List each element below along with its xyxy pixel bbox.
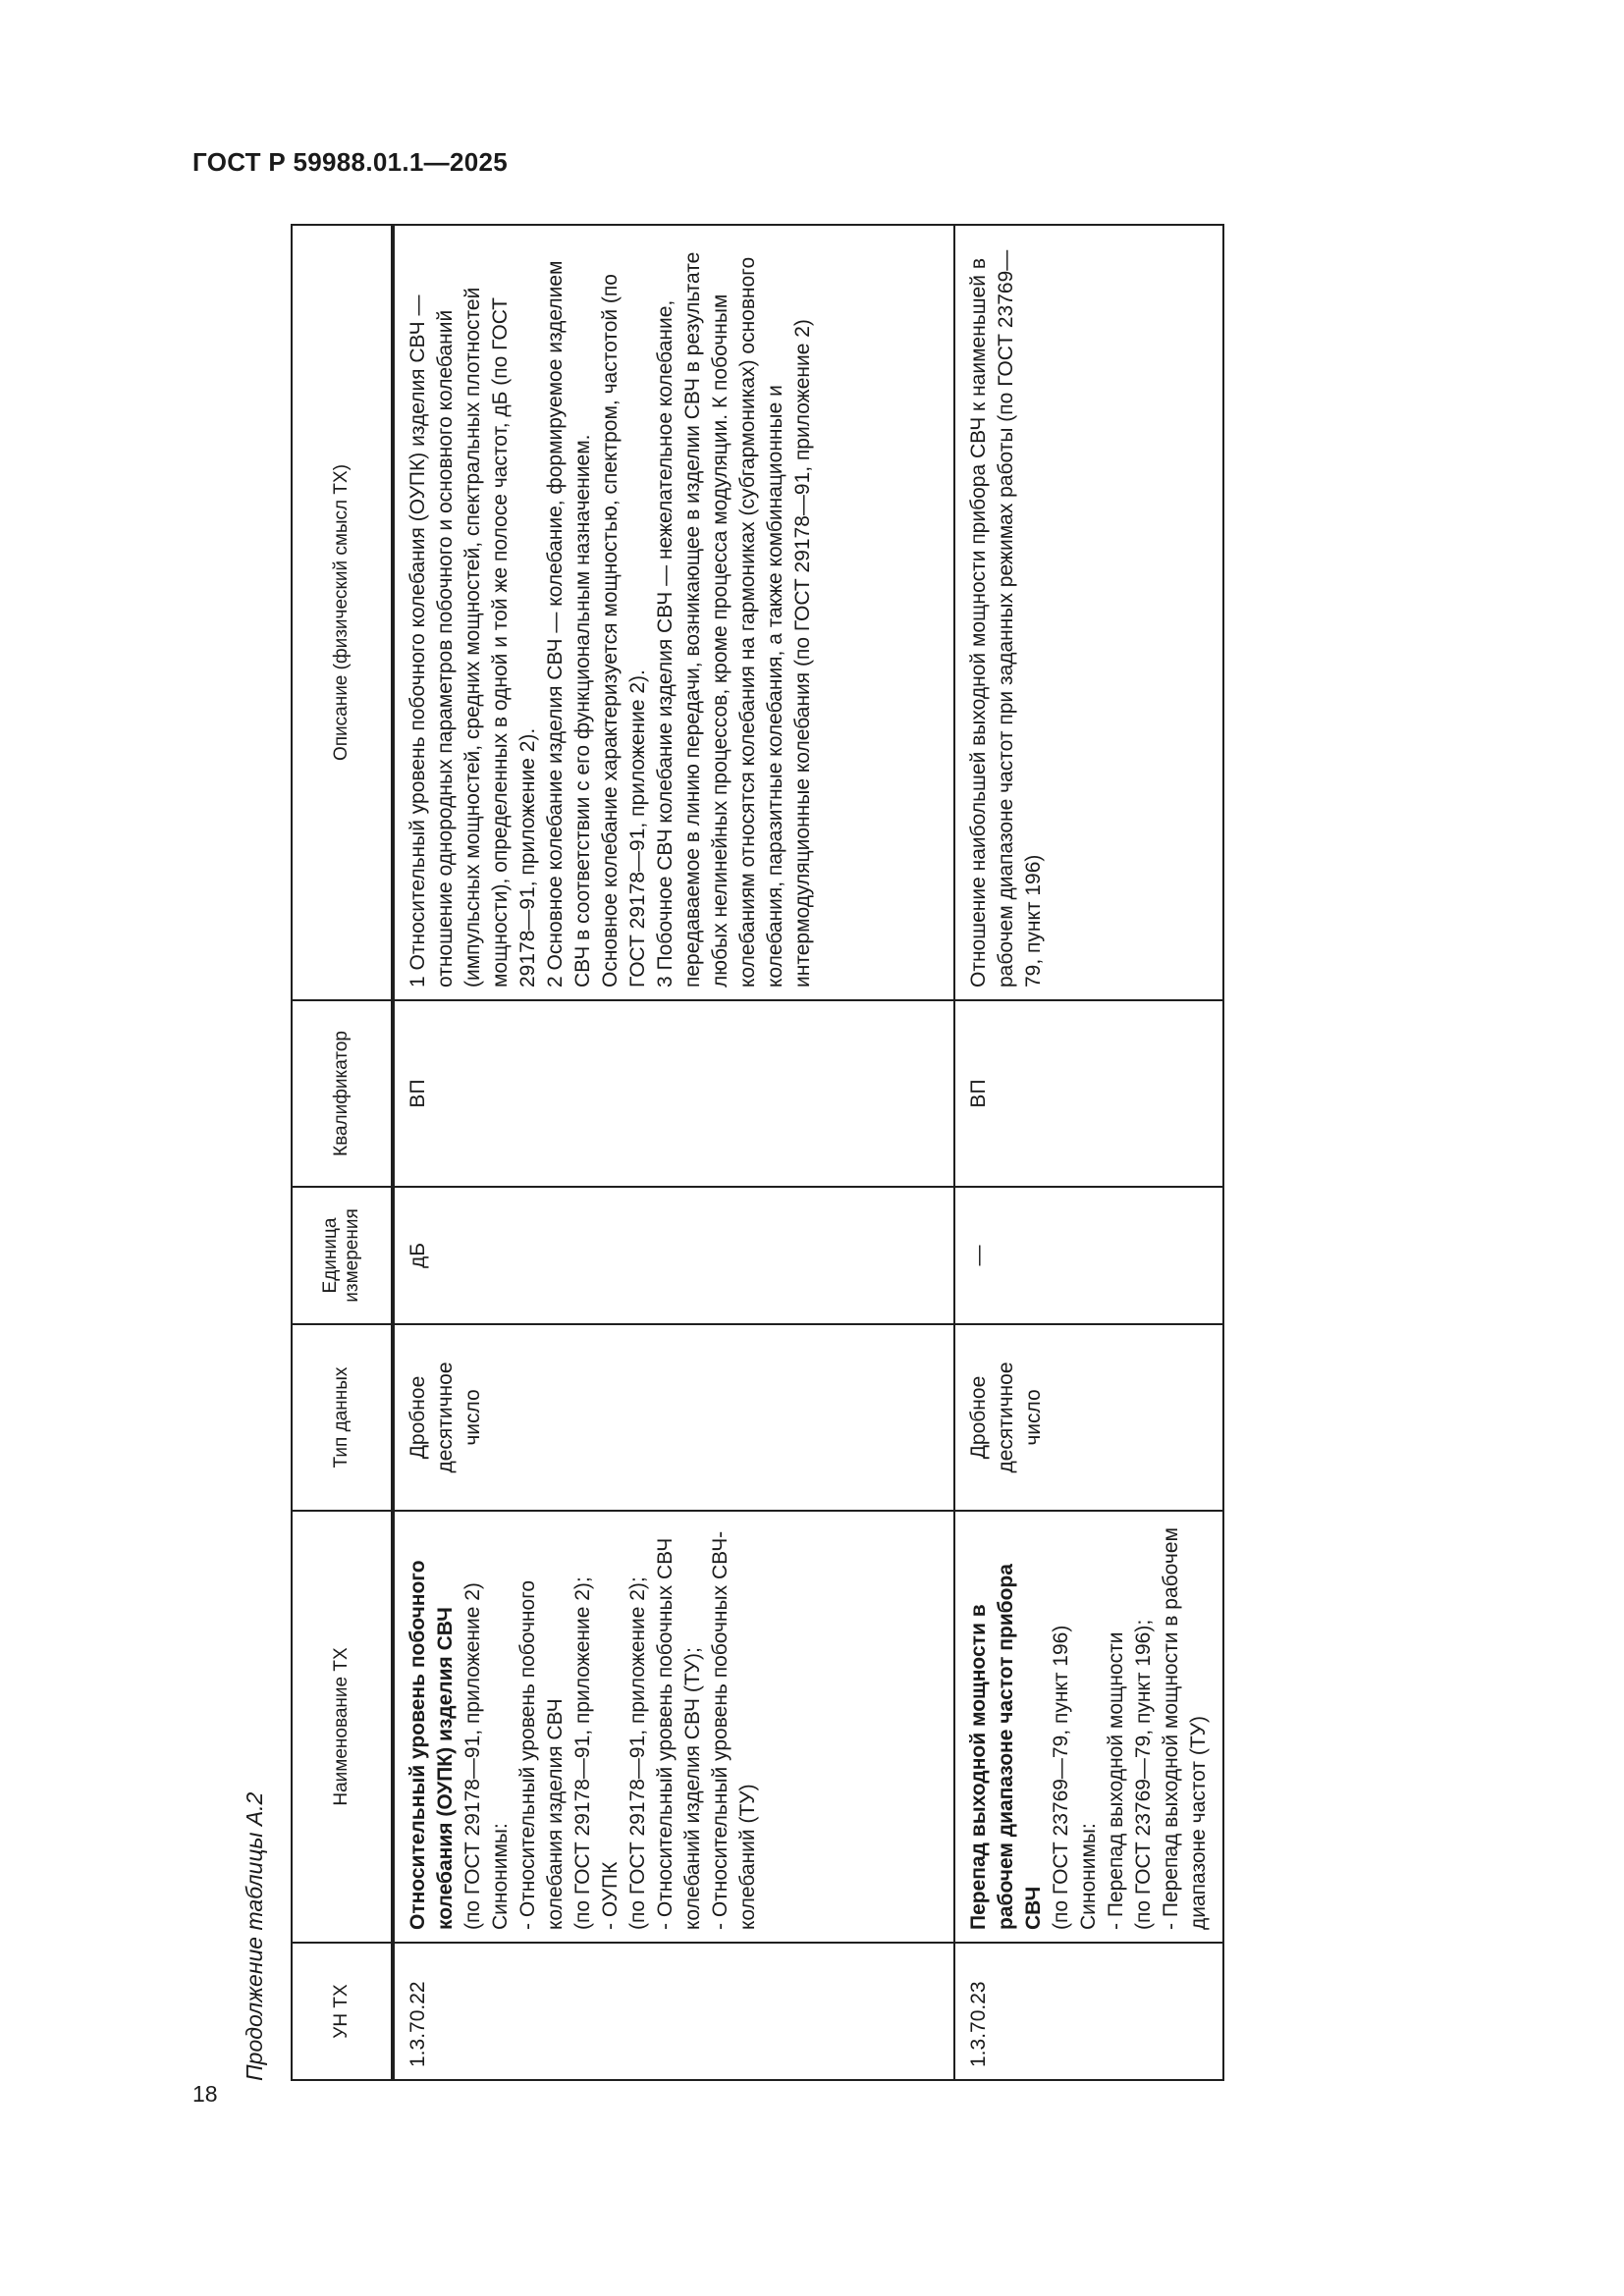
description-paragraph: 1 Относительный уровень побочного колебания (ОУПК) изделия СВЧ — отношение однородных параметров побочного и основного колебаний (импульсных мощностей, средних мощностей, спектральных плотностей мощности), определенных в одной и той же полосе частот, дБ (по ГОСТ 29178—91, приложение 2). xyxy=(406,287,539,988)
row-description xyxy=(954,225,1223,1000)
table-caption: Продолжение таблицы А.2 xyxy=(242,1791,267,2081)
name-line: Синонимы: xyxy=(489,1823,512,1930)
row-qualifier: ВП xyxy=(954,1000,1223,1187)
row-name xyxy=(954,1511,1223,1943)
column-header-data-type: Тип данных xyxy=(292,1324,393,1511)
name-line: (по ГОСТ 29178—91, приложение 2); xyxy=(626,1576,649,1930)
row-data-type: Дробное десятичное число xyxy=(393,1324,954,1511)
name-line: (по ГОСТ 23769—79, пункт 196) xyxy=(1050,1625,1072,1930)
name-line: - Относительный уровень побочного колебания изделия СВЧ xyxy=(516,1579,567,1930)
description-paragraph: Отношение наибольшей выходной мощности прибора СВЧ к наименьшей в рабочем диапазоне частот при заданных режимах работы (по ГОСТ 23769—79, пункт 196) xyxy=(967,249,1045,988)
row-data-type: Дробное десятичное число xyxy=(954,1324,1223,1511)
row-unit: дБ xyxy=(393,1187,954,1324)
name-line: (по ГОСТ 29178—91, приложение 2); xyxy=(571,1576,594,1930)
column-header-unit: Единица измерения xyxy=(292,1187,393,1324)
column-header-description: Описание (физический смысл ТХ) xyxy=(292,225,393,1000)
name-line: - ОУПК xyxy=(599,1861,622,1930)
table-row xyxy=(954,225,1223,2080)
row-unit: — xyxy=(954,1187,1223,1324)
document-header: ГОСТ Р 59988.01.1—2025 xyxy=(192,147,508,177)
rotated-table-area xyxy=(232,226,1214,2081)
column-header-name: Наименование ТХ xyxy=(292,1511,393,1943)
row-id: 1.3.70.23 xyxy=(954,1943,1223,2080)
table-row xyxy=(393,225,954,2080)
name-line: (по ГОСТ 23769—79, пункт 196); xyxy=(1132,1619,1155,1930)
row-description xyxy=(393,225,954,1000)
term-title: Перепад выходной мощности в рабочем диапазоне частот прибора СВЧ xyxy=(967,1564,1045,1930)
name-line: Синонимы: xyxy=(1077,1823,1100,1930)
name-line: - Перепад выходной мощности в рабочем диапазоне частот (ТУ) xyxy=(1160,1527,1210,1930)
row-qualifier: ВП xyxy=(393,1000,954,1187)
name-line: - Относительный уровень побочных СВЧ колебаний изделия СВЧ (ТУ); xyxy=(654,1537,704,1930)
table-header-row xyxy=(292,225,393,2080)
row-name xyxy=(393,1511,954,1943)
name-line: (по ГОСТ 29178—91, приложение 2) xyxy=(461,1582,484,1930)
column-header-id: УН ТХ xyxy=(292,1943,393,2080)
term-title: Относительный уровень побочного колебания (ОУПК) изделия СВЧ xyxy=(406,1560,457,1930)
description-paragraph: 3 Побочное СВЧ колебание изделия СВЧ — нежелательное колебание, передаваемое в линию передачи, возникающее в изделии СВЧ в результате любых нелинейных процессов, кроме процесса модуляции. К побочным колебаниям относятся колебания на гармониках (субгармониках) основного колебания, паразитные колебания, а также комбинационные и интермодуляционные колебания (по ГОСТ 29178—91, приложение 2) xyxy=(654,251,814,988)
description-paragraph: Основное колебание характеризуется мощностью, спектром, частотой (по ГОСТ 29178—91, приложение 2). xyxy=(599,274,649,988)
characteristics-table xyxy=(291,224,1224,2081)
row-id: 1.3.70.22 xyxy=(393,1943,954,2080)
name-line: - Относительный уровень побочных СВЧ-колебаний (ТУ) xyxy=(709,1530,759,1930)
column-header-qualifier: Квалификатор xyxy=(292,1000,393,1187)
page-number: 18 xyxy=(192,2081,218,2107)
name-line: - Перепад выходной мощности xyxy=(1105,1631,1127,1930)
description-paragraph: 2 Основное колебание изделия СВЧ — колебание, формируемое изделием СВЧ в соответствии с его функциональным назначением. xyxy=(544,260,594,988)
